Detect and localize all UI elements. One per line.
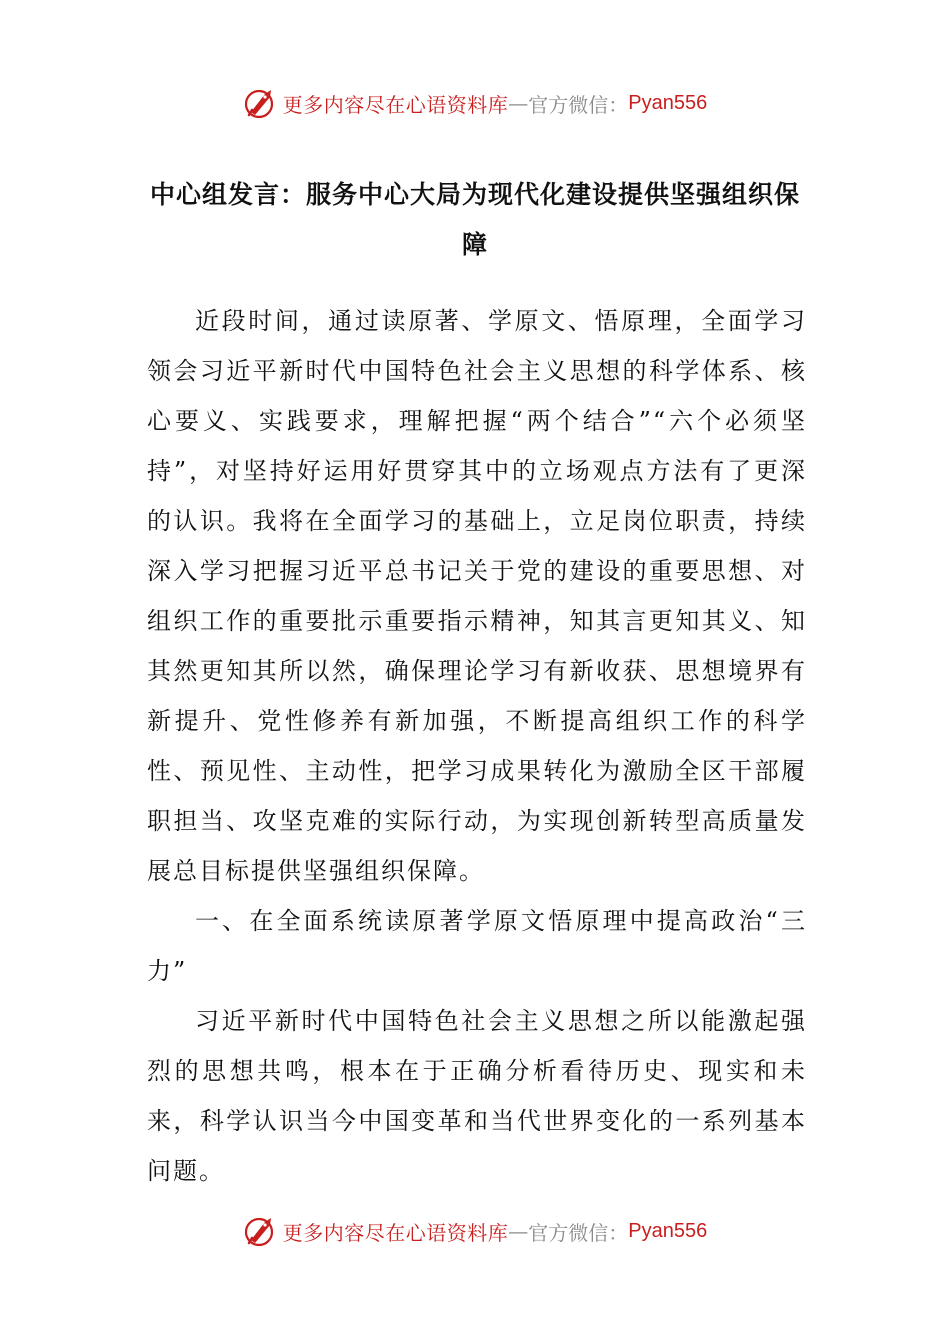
banner-contact-id: Pyan556	[628, 91, 708, 114]
pen-nib-circle-icon	[243, 1213, 279, 1249]
paragraph-intro: 近段时间，通过读原著、学原文、悟原理，全面学习领会习近平新时代中国特色社会主义思想的科学体系、核心要义、实践要求，理解把握“两个结合”“六个必须坚持”，对坚持好运用好贯穿其中的立场观点方法有了更深的认识。我将在全面学习的基础上，立足岗位职责，持续深入学习把握习近平总书记关于党的建设的重要思想、对组织工作的重要批示重要指示精神，知其言更知其义、知其然更知其所以然，确保理论学习有新收获、思想境界有新提升、党性修养有新加强，不断提高组织工作的科学性、预见性、主动性，把学习成果转化为激励全区干部履职担当、攻坚克难的实际行动，为实现创新转型高质量发展总目标提供坚强组织保障。	[147, 307, 807, 885]
footer-banner	[0, 1206, 950, 1256]
section-heading-1: 一、在全面系统读原著学原文悟原理中提高政治“三力”	[147, 907, 807, 985]
footer-banner-contact-id: Pyan556	[628, 1219, 708, 1242]
document-title: 中心组发言：服务中心大局为现代化建设提供坚强组织保障	[150, 180, 801, 259]
footer-banner-contact-label: 官方微信：	[528, 1220, 629, 1245]
footer-banner-separator: —	[508, 1219, 529, 1243]
banner-contact-label: 官方微信：	[528, 92, 629, 117]
footer-banner-slogan: 更多内容尽在心语资料库	[282, 1220, 509, 1245]
banner-slogan: 更多内容尽在心语资料库	[282, 92, 509, 117]
banner-separator: —	[508, 91, 529, 115]
paragraph-section-1: 习近平新时代中国特色社会主义思想之所以能激起强烈的思想共鸣，根本在于正确分析看待历史、现实和未来，科学认识当今中国变革和当代世界变化的一系列基本问题。	[147, 1007, 807, 1185]
document-body	[147, 296, 807, 1196]
header-banner	[0, 78, 950, 128]
pen-nib-circle-icon	[243, 85, 279, 121]
